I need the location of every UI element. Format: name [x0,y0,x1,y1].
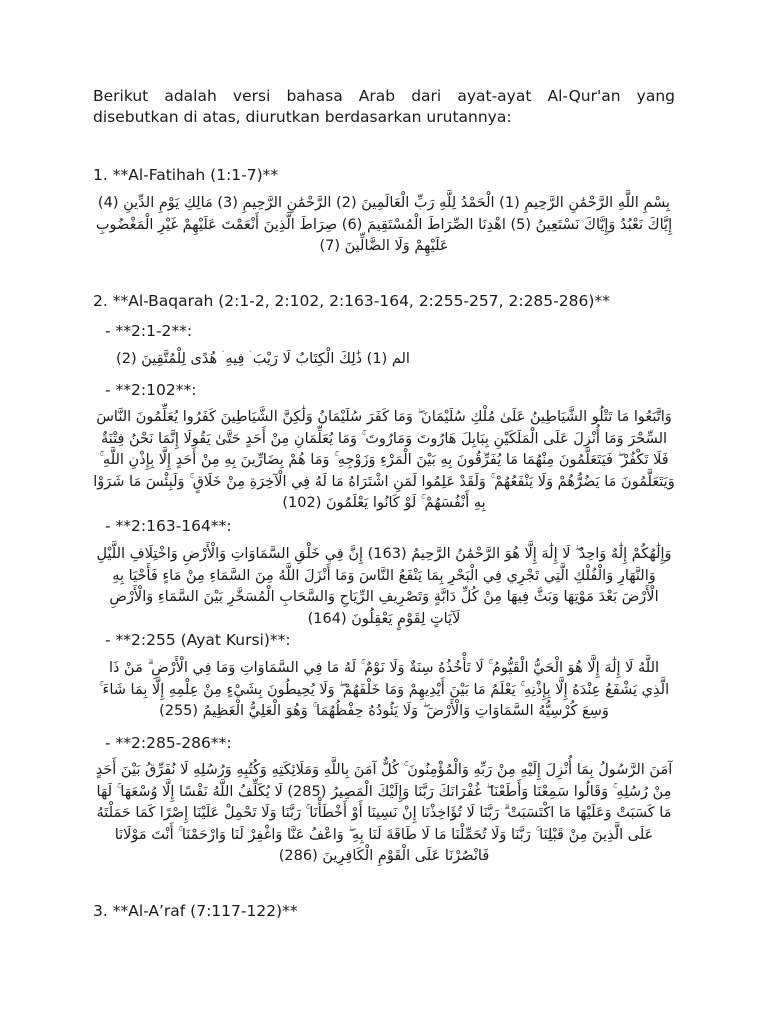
arabic-text-al-fatihah: بِسْمِ اللَّهِ الرَّحْمَٰنِ الرَّحِيمِ (1) الْحَمْدُ لِلَّهِ رَبِّ الْعَالَمِينَ (2) الرَّحْمَٰنِ الرَّحِيمِ (3) مَالِكِ يَوْمِ الدِّينِ (4) إِيَّاكَ نَعْبُدُ وَإِيَّاكَ نَسْتَعِينُ (5) اهْدِنَا الصِّرَاطَ الْمُسْتَقِيمَ (6) صِرَاطَ الَّذِينَ أَنْعَمْتَ عَلَيْهِمْ غَيْرِ الْمَغْضُوبِ عَلَيْهِمْ وَلَا الضَّالِّينَ (7) [95,195,673,254]
subsection-label-2-285-286: - **2:285-286**: [105,734,232,752]
section-heading-al-baqarah: 2. **Al-Baqarah (2:1-2, 2:102, 2:163-164, 2:255-257, 2:285-286)** [93,292,610,310]
subsection-label-2-255: - **2:255 (Ayat Kursi)**: [105,631,291,649]
subsection-label-2-1-2: - **2:1-2**: [105,322,193,340]
subsection-label-2-163-164: - **2:163-164**: [105,517,232,535]
intro-line-2: disebutkan di atas, diurutkan berdasarkan urutannya: [93,108,512,126]
arabic-text-2-285-286: آمَنَ الرَّسُولُ بِمَا أُنْزِلَ إِلَيْهِ مِنْ رَبِّهِ وَالْمُؤْمِنُونَ ۚ كُلٌّ آمَنَ بِاللَّهِ وَمَلَائِكَتِهِ وَكُتُبِهِ وَرُسُلِهِ لَا نُفَرِّقُ بَيْنَ أَحَدٍ مِنْ رُسُلِهِ ۚ وَقَالُوا سَمِعْنَا وَأَطَعْنَا ۖ غُفْرَانَكَ رَبَّنَا وَإِلَيْكَ الْمَصِيرُ (285) لَا يُكَلِّفُ اللَّهُ نَفْسًا إِلَّا وُسْعَهَا ۚ لَهَا مَا كَسَبَتْ وَعَلَيْهَا مَا اكْتَسَبَتْ ۗ رَبَّنَا لَا تُؤَاخِذْنَا إِنْ نَسِينَا أَوْ أَخْطَأْنَا ۚ رَبَّنَا وَلَا تَحْمِلْ عَلَيْنَا إِصْرًا كَمَا حَمَلْتَهُ عَلَى الَّذِينَ مِنْ قَبْلِنَا ۚ رَبَّنَا وَلَا تُحَمِّلْنَا مَا لَا طَاقَةَ لَنَا بِهِ ۖ وَاعْفُ عَنَّا وَاغْفِرْ لَنَا وَارْحَمْنَا ۚ أَنْتَ مَوْلَانَا فَانْصُرْنَا عَلَى الْقَوْمِ الْكَافِرِينَ (286) [95,762,673,864]
intro-line-1: Berikut adalah versi bahasa Arab dari ayat-ayat Al-Qur'an yang [93,87,675,105]
arabic-text-2-255: اللَّهُ لَا إِلَٰهَ إِلَّا هُوَ الْحَيُّ الْقَيُّومُ ۚ لَا تَأْخُذُهُ سِنَةٌ وَلَا نَوْمٌ ۚ لَهُ مَا فِي السَّمَاوَاتِ وَمَا فِي الْأَرْضِ ۗ مَنْ ذَا الَّذِي يَشْفَعُ عِنْدَهُ إِلَّا بِإِذْنِهِ ۚ يَعْلَمُ مَا بَيْنَ أَيْدِيهِمْ وَمَا خَلْفَهُمْ ۖ وَلَا يُحِيطُونَ بِشَيْءٍ مِنْ عِلْمِهِ إِلَّا بِمَا شَاءَ ۚ وَسِعَ كُرْسِيُّهُ السَّمَاوَاتِ وَالْأَرْضَ ۖ وَلَا يَئُودُهُ حِفْظُهُمَا ۚ وَهُوَ الْعَلِيُّ الْعَظِيمُ (255) [98,660,670,719]
arabic-text-2-1-2: الم (1) ذَٰلِكَ الْكِتَابُ لَا رَيْبَ ۛ فِيهِ ۛ هُدًى لِلْمُتَّقِينَ (2) [116,351,410,367]
arabic-text-2-163-164: وَإِلَٰهُكُمْ إِلَٰهٌ وَاحِدٌ ۖ لَا إِلَٰهَ إِلَّا هُوَ الرَّحْمَٰنُ الرَّحِيمُ (163) إِنَّ فِي خَلْقِ السَّمَاوَاتِ وَالْأَرْضِ وَاخْتِلَافِ اللَّيْلِ وَالنَّهَارِ وَالْفُلْكِ الَّتِي تَجْرِي فِي الْبَحْرِ بِمَا يَنْفَعُ النَّاسَ وَمَا أَنْزَلَ اللَّهُ مِنَ السَّمَاءِ مِنْ مَاءٍ فَأَحْيَا بِهِ الْأَرْضَ بَعْدَ مَوْتِهَا وَبَثَّ فِيهَا مِنْ كُلِّ دَابَّةٍ وَتَصْرِيفِ الرِّيَاحِ وَالسَّحَابِ الْمُسَخَّرِ بَيْنَ السَّمَاءِ وَالْأَرْضِ لَآيَاتٍ لِقَوْمٍ يَعْقِلُونَ (164) [96,546,672,627]
section-heading-al-fatihah: 1. **Al-Fatihah (1:1-7)** [93,166,279,184]
intro-paragraph [93,86,675,128]
section-heading-al-araf: 3. **Al-A’raf (7:117-122)** [93,902,298,920]
arabic-text-2-102: وَاتَّبَعُوا مَا تَتْلُو الشَّيَاطِينُ عَلَىٰ مُلْكِ سُلَيْمَانَ ۖ وَمَا كَفَرَ سُلَيْمَانُ وَلَٰكِنَّ الشَّيَاطِينَ كَفَرُوا يُعَلِّمُونَ النَّاسَ السِّحْرَ وَمَا أُنْزِلَ عَلَى الْمَلَكَيْنِ بِبَابِلَ هَارُوتَ وَمَارُوتَ ۚ وَمَا يُعَلِّمَانِ مِنْ أَحَدٍ حَتَّىٰ يَقُولَا إِنَّمَا نَحْنُ فِتْنَةٌ فَلَا تَكْفُرْ ۖ فَيَتَعَلَّمُونَ مِنْهُمَا مَا يُفَرِّقُونَ بِهِ بَيْنَ الْمَرْءِ وَزَوْجِهِ ۚ وَمَا هُمْ بِضَارِّينَ بِهِ مِنْ أَحَدٍ إِلَّا بِإِذْنِ اللَّهِ ۚ وَيَتَعَلَّمُونَ مَا يَضُرُّهُمْ وَلَا يَنْفَعُهُمْ ۚ وَلَقَدْ عَلِمُوا لَمَنِ اشْتَرَاهُ مَا لَهُ فِي الْآخِرَةِ مِنْ خَلَاقٍ ۚ وَلَبِئْسَ مَا شَرَوْا بِهِ أَنْفُسَهُمْ ۚ لَوْ كَانُوا يَعْلَمُونَ (102) [93,409,675,511]
subsection-label-2-102: - **2:102**: [105,381,197,399]
